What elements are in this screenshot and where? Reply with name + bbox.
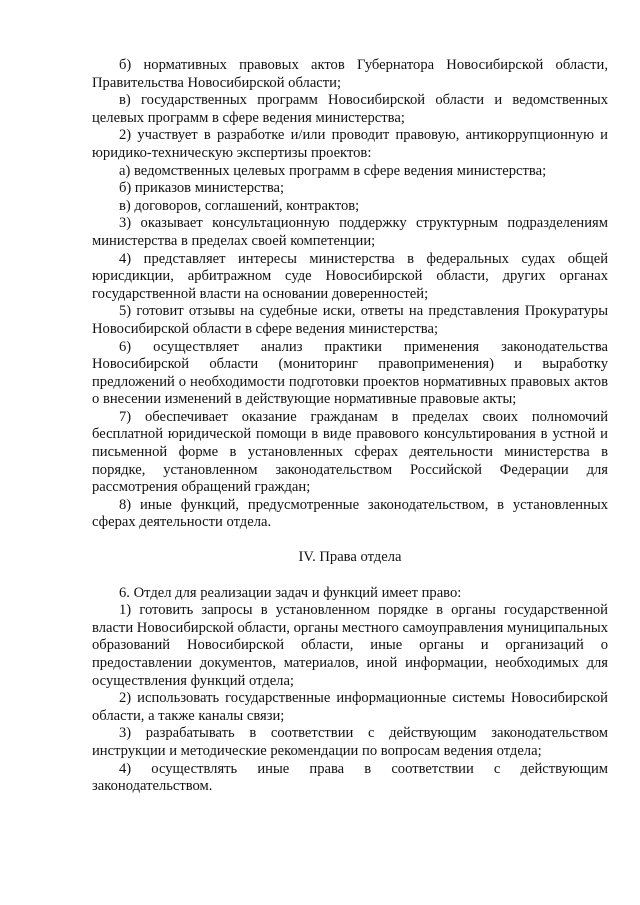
functions-list xyxy=(92,57,608,532)
list-item: 3) разрабатывать в соответствии с действующим законодательством инструкции и методические рекомендации по вопросам ведения отдела; xyxy=(92,725,608,759)
list-item: 2) участвует в разработке и/или проводит правовую, антикоррупционную и юридико-техническую экспертизы проектов: xyxy=(92,127,608,161)
list-item: 6. Отдел для реализации задач и функций имеет право: xyxy=(119,584,462,601)
list-item: 4) представляет интересы министерства в федеральных судах общей юрисдикции, арбитражном суде Новосибирской области, других органах государственной власти на основании доверенностей; xyxy=(92,250,608,302)
rights-list xyxy=(92,585,608,796)
section-heading-text: IV. Права отдела xyxy=(298,549,402,566)
section-heading xyxy=(92,532,608,585)
list-item: 1) готовить запросы в установленном порядке в органы государственной власти Новосибирской области, органы местного самоуправления муниципальных образований Новосибирской области, иные органы и организаций о предоставлении документов, материалов, иной информации, необходимых для осуществления функций отдела; xyxy=(92,602,608,689)
list-item: 6) осуществляет анализ практики применения законодательства Новосибирской области (мониторинг правоприменения) и выработку предложений о необходимости подготовки проектов нормативных правовых актов о внесении изменений в действующие нормативные правовые акты; xyxy=(92,338,608,408)
list-item: 5) готовит отзывы на судебные иски, ответы на представления Прокуратуры Новосибирской области в сфере ведения министерства; xyxy=(92,303,608,337)
list-item: в) договоров, соглашений, контрактов; xyxy=(119,197,360,214)
list-item: 4) осуществлять иные права в соответствии с действующим законодательством. xyxy=(92,760,608,795)
list-item: а) ведомственных целевых программ в сфере ведения министерства; xyxy=(119,162,547,179)
list-item: в) государственных программ Новосибирской области и ведомственных целевых программ в сфере ведения министерства; xyxy=(92,92,608,126)
list-item: 2) использовать государственные информационные системы Новосибирской области, а также каналы связи; xyxy=(92,690,608,724)
list-item: б) нормативных правовых актов Губернатора Новосибирской области, Правительства Новосибирской области; xyxy=(92,57,608,91)
list-item: 7) обеспечивает оказание гражданам в пределах своих полномочий бесплатной юридической помощи в виде правового консультирования в устной и письменной форме в установленных сферах деятельности министерства в порядке, установленном законодательством Российской Федерации для рассмотрения обращений граждан; xyxy=(92,408,608,496)
list-item: б) приказов министерства; xyxy=(119,180,285,197)
list-item: 8) иные функций, предусмотренные законодательством, в установленных сферах деятельности отдела. xyxy=(92,496,608,531)
document-page xyxy=(92,57,608,796)
list-item: 3) оказывает консультационную поддержку структурным подразделениям министерства в пределах своей компетенции; xyxy=(92,215,608,249)
